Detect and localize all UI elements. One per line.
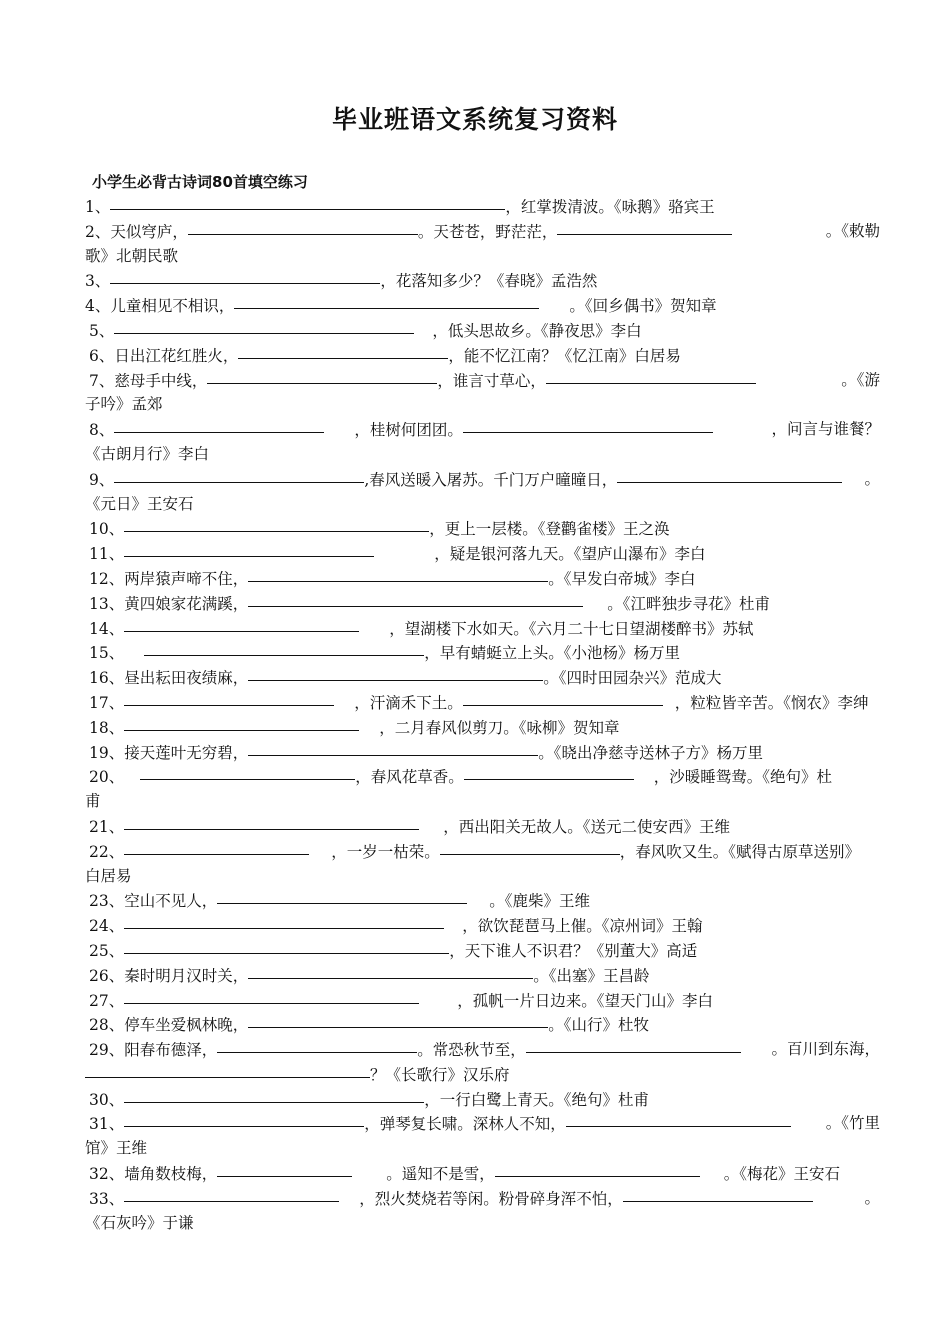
- exercise-5: 5、 ，低头思故乡。《静夜思》李白: [85, 318, 880, 343]
- blank[interactable]: [124, 938, 449, 954]
- blank[interactable]: [124, 988, 419, 1004]
- blank[interactable]: [526, 1037, 741, 1053]
- exercise-27: 27、 ，孤帆一片日边来。《望天门山》李白: [85, 988, 880, 1013]
- exercise-31: 31、 ，弹琴复长啸。深林人不知， 。《竹里: [85, 1111, 880, 1136]
- exercise-11: 11、 ，疑是银河落九天。《望庐山瀑布》李白: [85, 541, 880, 566]
- blank[interactable]: [623, 1186, 813, 1202]
- blank[interactable]: [114, 417, 324, 433]
- blank[interactable]: [217, 1161, 352, 1177]
- blank[interactable]: [144, 640, 424, 656]
- exercise-9: 9、 ,春风送暖入屠苏。千门万户曈曈日， 。: [85, 467, 880, 492]
- exercise-2: 2、天似穹庐， 。天苍苍，野茫茫， 。《敕勒: [85, 219, 880, 244]
- exercise-19: 19、接天莲叶无穷碧， 。《晓出净慈寺送林子方》杨万里: [85, 740, 880, 765]
- exercise-29-cont: ？《长歌行》汉乐府: [85, 1062, 880, 1087]
- blank[interactable]: [124, 839, 309, 855]
- blank[interactable]: [114, 467, 364, 483]
- blank[interactable]: [110, 194, 505, 210]
- blank[interactable]: [495, 1161, 700, 1177]
- blank[interactable]: [124, 541, 374, 557]
- exercise-22-cont: 白居易: [85, 866, 132, 885]
- exercise-22: 22、 ，一岁一枯荣。 ，春风吹又生。《赋得古原草送别》: [85, 839, 880, 864]
- blank[interactable]: [557, 219, 732, 235]
- blank[interactable]: [124, 690, 334, 706]
- exercise-8: 8、 ，桂树何团团。 ，问言与谁餐？: [85, 417, 880, 442]
- blank[interactable]: [248, 591, 583, 607]
- blank[interactable]: [124, 913, 444, 929]
- exercise-4: 4、儿童相见不相识， 。《回乡偶书》贺知章: [85, 293, 880, 318]
- blank[interactable]: [124, 1186, 339, 1202]
- blank[interactable]: [110, 268, 380, 284]
- section-subtitle: 小学生必背古诗词80首填空练习: [92, 173, 308, 191]
- exercise-18: 18、 ，二月春风似剪刀。《咏柳》贺知章: [85, 715, 880, 740]
- blank[interactable]: [238, 343, 448, 359]
- blank[interactable]: [463, 690, 663, 706]
- blank[interactable]: [464, 764, 634, 780]
- blank[interactable]: [85, 1062, 370, 1078]
- exercise-16: 16、昼出耘田夜绩麻， 。《四时田园杂兴》范成大: [85, 665, 880, 690]
- blank[interactable]: [546, 368, 756, 384]
- blank[interactable]: [248, 665, 543, 681]
- blank[interactable]: [188, 219, 418, 235]
- exercise-24: 24、 ，欲饮琵琶马上催。《凉州词》王翰: [85, 913, 880, 938]
- exercise-25: 25、 ，天下谁人不识君？《别董大》高适: [85, 938, 880, 963]
- exercise-21: 21、 ，西出阳关无故人。《送元二使安西》王维: [85, 814, 880, 839]
- blank[interactable]: [248, 740, 538, 756]
- blank[interactable]: [124, 616, 359, 632]
- exercise-31-cont: 馆》王维: [85, 1139, 148, 1158]
- blank[interactable]: [140, 764, 355, 780]
- exercise-17: 17、 ，汗滴禾下土。 ，粒粒皆辛苦。《悯农》李绅: [85, 690, 880, 715]
- blank[interactable]: [234, 293, 539, 309]
- exercise-32: 32、墙角数枝梅， 。遥知不是雪， 。《梅花》王安石: [85, 1161, 880, 1186]
- exercise-9-cont: 《元日》王安石: [85, 494, 194, 513]
- exercise-14: 14、 ，望湖楼下水如天。《六月二十七日望湖楼醉书》苏轼: [85, 616, 880, 641]
- blank[interactable]: [124, 516, 429, 532]
- exercise-list: [85, 194, 880, 1235]
- exercise-8-cont: 《古朗月行》李白: [85, 444, 210, 463]
- exercise-6: 6、日出江花红胜火， ，能不忆江南？《忆江南》白居易: [85, 343, 880, 368]
- blank[interactable]: [124, 1111, 364, 1127]
- exercise-33-cont: 《石灰吟》于谦: [85, 1213, 194, 1232]
- blank[interactable]: [440, 839, 620, 855]
- blank[interactable]: [617, 467, 842, 483]
- exercise-20: 20、 ，春风花草香。 ，沙暖睡鸳鸯。《绝句》杜: [85, 764, 880, 789]
- exercise-13: 13、黄四娘家花满蹊， 。《江畔独步寻花》杜甫: [85, 591, 880, 616]
- exercise-33: 33、 ，烈火焚烧若等闲。粉骨碎身浑不怕， 。: [85, 1186, 880, 1211]
- blank[interactable]: [248, 963, 533, 979]
- blank[interactable]: [248, 566, 548, 582]
- exercise-7: 7、慈母手中线， ，谁言寸草心， 。《游: [85, 368, 880, 393]
- blank[interactable]: [217, 1037, 417, 1053]
- exercise-1: 1、 ，红掌拨清波。《咏鹅》骆宾王: [85, 194, 880, 219]
- exercise-23: 23、空山不见人， 。《鹿柴》王维: [85, 888, 880, 913]
- exercise-12: 12、两岸猿声啼不住， 。《早发白帝城》李白: [85, 566, 880, 591]
- blank[interactable]: [463, 417, 713, 433]
- blank[interactable]: [248, 1012, 548, 1028]
- blank[interactable]: [124, 814, 419, 830]
- exercise-30: 30、 ，一行白鹭上青天。《绝句》杜甫: [85, 1087, 880, 1112]
- blank[interactable]: [124, 1087, 424, 1103]
- exercise-28: 28、停车坐爱枫林晚， 。《山行》杜牧: [85, 1012, 880, 1037]
- exercise-26: 26、秦时明月汉时关， 。《出塞》王昌龄: [85, 963, 880, 988]
- page-title: 毕业班语文系统复习资料: [331, 105, 618, 134]
- exercise-29: 29、阳春布德泽， 。常恐秋节至， 。百川到东海，: [85, 1037, 880, 1062]
- exercise-15: 15、 ，早有蜻蜓立上头。《小池杨》杨万里: [85, 640, 880, 665]
- exercise-7-cont: 子吟》孟郊: [85, 395, 163, 414]
- blank[interactable]: [207, 368, 437, 384]
- blank[interactable]: [566, 1111, 791, 1127]
- exercise-20-cont: 甫: [85, 792, 101, 811]
- exercise-3: 3、 ，花落知多少？《春晓》孟浩然: [85, 268, 880, 293]
- blank[interactable]: [124, 715, 359, 731]
- blank[interactable]: [114, 318, 414, 334]
- exercise-2-cont: 歌》北朝民歌: [85, 246, 179, 265]
- exercise-10: 10、 ，更上一层楼。《登鹳雀楼》王之涣: [85, 516, 880, 541]
- blank[interactable]: [217, 888, 467, 904]
